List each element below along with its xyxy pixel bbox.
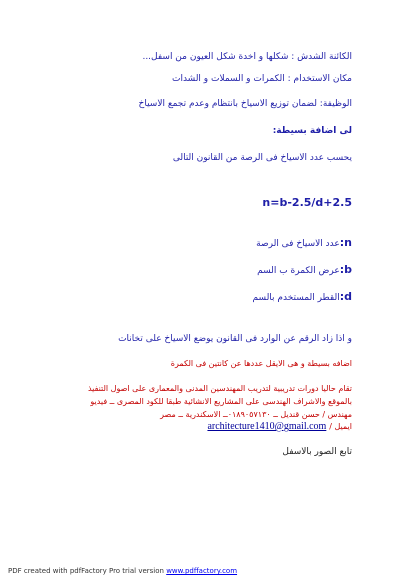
pdf-footer (8, 567, 237, 575)
text-line-title: الكائنة الشدش : شكلها و اخدة شكل العيون من اسفل... (142, 52, 352, 62)
footer-link[interactable]: www.pdffactory.com (166, 567, 238, 575)
variable-d (20, 291, 352, 304)
ad-line-3: مهندس / حسن قنديل ــ ٠١٨٩٠٥٧١٣٠ــ الاسكندرية ــ مصر (160, 410, 352, 419)
text-line-function: الوظيفة: لضمان توزيع الاسياخ بانتظام وعدم تجمع الاسياخ (138, 99, 352, 109)
variable-b-text: عرض الكمرة ب السم (257, 266, 340, 276)
footer-text: PDF created with pdfFactory Pro trial version (8, 567, 164, 575)
variable-d-label: d: (339, 290, 352, 303)
text-line-extra-rule: و اذا زاد الرقم عن الوارد فى القانون يوضع الاسياخ على تخانات (118, 334, 352, 344)
variable-b (20, 264, 352, 277)
text-line-formula-intro: يحسب عدد الاسياخ فى الرصة من القانون التالى (172, 153, 352, 163)
email-label: ايميل / (329, 422, 352, 431)
text-line-addition: لى اضافة بسيطة: (272, 126, 352, 136)
variable-d-text: القطر المستخدم بالسم (252, 293, 340, 303)
variable-n (20, 237, 352, 250)
text-line-addition-note: اضافه بسيطة و هى الايقل عددها عن كانتين فى الكمرة (170, 359, 352, 368)
ad-line-1: تقام حاليا دورات تدريبية لتدريب المهندسين المدنى والمعمارى على اصول التنفيذ (87, 384, 352, 393)
variable-b-label: b: (339, 263, 352, 276)
text-line-see-images: تابع الصور بالاسفل (282, 447, 352, 457)
text-line-usage: مكان الاستخدام : الكمرات و السملات و الشدات (171, 74, 352, 84)
email-line (20, 421, 352, 433)
variable-n-text: عدد الاسياخ فى الرصة (256, 239, 340, 249)
formula: n=b-2.5/d+2.5 (262, 196, 352, 209)
ad-line-2: بالموقع والاشراف الهندسى على المشاريع الانشائية طبقا للكود المصرى ــ فيديو (90, 397, 352, 406)
email-link[interactable]: architecture1410@gmail.com (207, 421, 327, 432)
variable-n-label: n: (339, 236, 352, 249)
